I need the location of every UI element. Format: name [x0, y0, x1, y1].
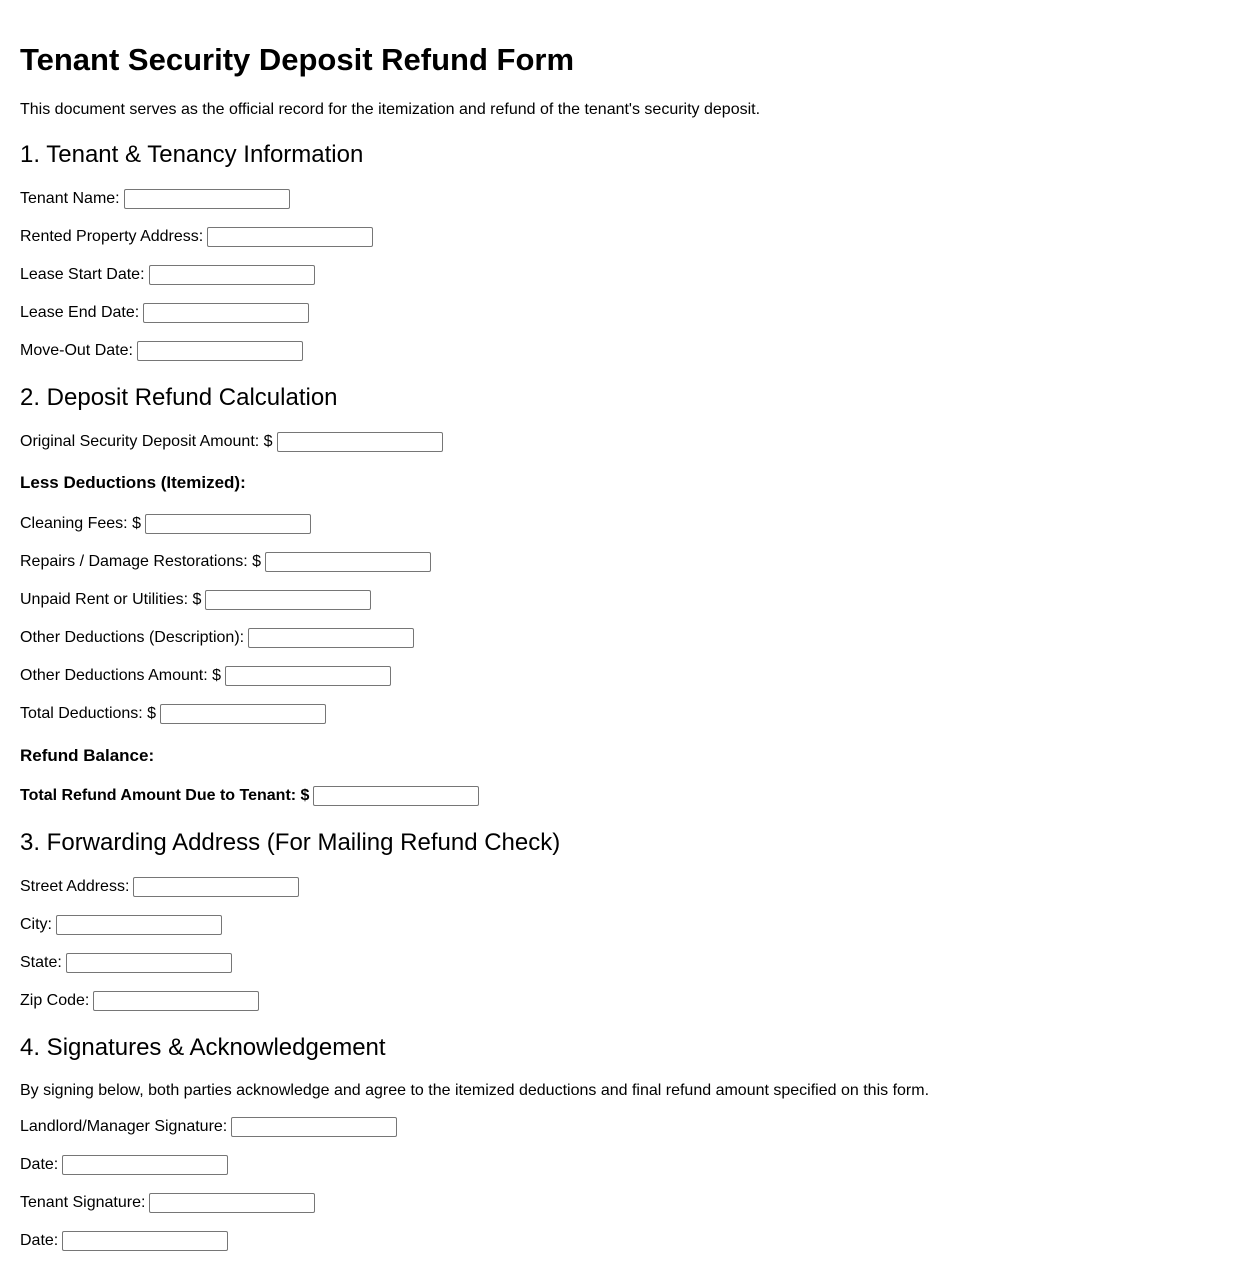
lease-start-label: Lease Start Date:	[20, 266, 145, 283]
unpaid-rent-row	[20, 589, 371, 611]
total-refund-input[interactable]	[313, 786, 479, 806]
deductions-heading: Less Deductions (Itemized):	[20, 473, 246, 492]
original-deposit-row	[20, 431, 443, 453]
tenant-date-label: Date:	[20, 1232, 59, 1249]
total-refund-row	[20, 785, 479, 807]
cleaning-fees-row	[20, 513, 311, 535]
move-out-input[interactable]	[137, 341, 303, 361]
cleaning-fees-input[interactable]	[145, 514, 311, 534]
refund-balance-heading: Refund Balance:	[20, 746, 155, 765]
total-refund-label: Total Refund Amount Due to Tenant: $	[20, 787, 310, 804]
zip-code-row	[20, 990, 259, 1012]
street-address-input[interactable]	[133, 877, 299, 897]
lease-end-row	[20, 302, 309, 324]
other-deductions-amount-input[interactable]	[225, 666, 391, 686]
cleaning-fees-label: Cleaning Fees: $	[20, 515, 141, 532]
section-2-heading: 2. Deposit Refund Calculation	[20, 384, 338, 411]
tenant-name-row	[20, 188, 290, 210]
repairs-row	[20, 551, 431, 573]
original-deposit-label: Original Security Deposit Amount: $	[20, 433, 273, 450]
zip-code-label: Zip Code:	[20, 992, 90, 1009]
other-deductions-amount-label: Other Deductions Amount: $	[20, 667, 221, 684]
original-deposit-input[interactable]	[277, 432, 443, 452]
tenant-name-input[interactable]	[124, 189, 290, 209]
section-3-heading: 3. Forwarding Address (For Mailing Refund Check)	[20, 829, 561, 856]
lease-end-input[interactable]	[143, 303, 309, 323]
unpaid-rent-input[interactable]	[205, 590, 371, 610]
property-address-row	[20, 226, 373, 248]
zip-code-input[interactable]	[93, 991, 259, 1011]
street-address-label: Street Address:	[20, 878, 130, 895]
other-deductions-desc-row	[20, 627, 414, 649]
repairs-label: Repairs / Damage Restorations: $	[20, 553, 261, 570]
landlord-date-row	[20, 1154, 228, 1176]
total-deductions-input[interactable]	[160, 704, 326, 724]
tenant-signature-row	[20, 1192, 315, 1214]
tenant-signature-input[interactable]	[149, 1193, 315, 1213]
state-label: State:	[20, 954, 62, 971]
page-title: Tenant Security Deposit Refund Form	[20, 42, 575, 77]
section-4-heading: 4. Signatures & Acknowledgement	[20, 1034, 386, 1061]
move-out-label: Move-Out Date:	[20, 342, 133, 359]
city-row	[20, 914, 222, 936]
property-address-input[interactable]	[207, 227, 373, 247]
other-deductions-desc-input[interactable]	[248, 628, 414, 648]
other-deductions-desc-label: Other Deductions (Description):	[20, 629, 245, 646]
tenant-name-label: Tenant Name:	[20, 190, 120, 207]
acknowledgement-text: By signing below, both parties acknowledge and agree to the itemized deductions and final refund amount specified on this form.	[20, 1082, 930, 1099]
street-address-row	[20, 876, 299, 898]
state-row	[20, 952, 232, 974]
repairs-input[interactable]	[265, 552, 431, 572]
intro-text: This document serves as the official record for the itemization and refund of the tenant's security deposit.	[20, 101, 761, 118]
landlord-date-input[interactable]	[62, 1155, 228, 1175]
lease-start-row	[20, 264, 315, 286]
unpaid-rent-label: Unpaid Rent or Utilities: $	[20, 591, 202, 608]
state-input[interactable]	[66, 953, 232, 973]
total-deductions-row	[20, 703, 326, 725]
move-out-row	[20, 340, 303, 362]
landlord-signature-label: Landlord/Manager Signature:	[20, 1118, 228, 1135]
section-1-heading: 1. Tenant & Tenancy Information	[20, 141, 364, 168]
total-deductions-label: Total Deductions: $	[20, 705, 157, 722]
tenant-date-input[interactable]	[62, 1231, 228, 1251]
tenant-signature-label: Tenant Signature:	[20, 1194, 146, 1211]
lease-end-label: Lease End Date:	[20, 304, 140, 321]
city-input[interactable]	[56, 915, 222, 935]
lease-start-input[interactable]	[149, 265, 315, 285]
landlord-signature-row	[20, 1116, 397, 1138]
landlord-date-label: Date:	[20, 1156, 59, 1173]
tenant-date-row	[20, 1230, 228, 1252]
landlord-signature-input[interactable]	[231, 1117, 397, 1137]
other-deductions-amount-row	[20, 665, 391, 687]
city-label: City:	[20, 916, 52, 933]
property-address-label: Rented Property Address:	[20, 228, 204, 245]
